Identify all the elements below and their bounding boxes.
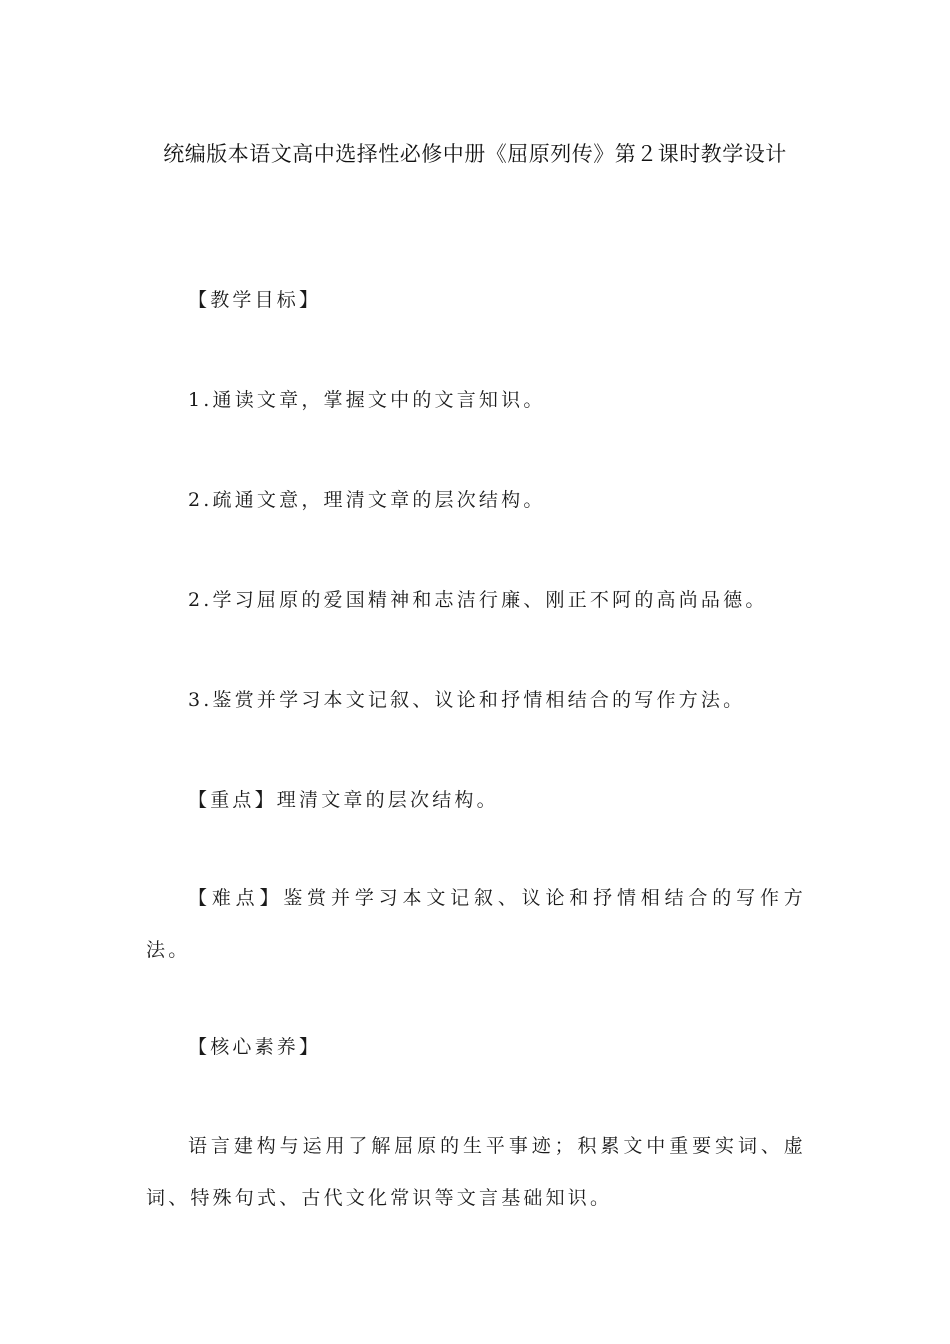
objective-item-1 [146,389,806,411]
paragraph-text: 【教学目标】 [188,289,322,311]
paragraph-text: 【重点】理清文章的层次结构。 [188,789,499,811]
heading-teaching-objectives [146,289,806,311]
paragraph-text: 2.疏通文意，理清文章的层次结构。 [188,489,546,511]
paragraph-text: 语言建构与运用了解屈原的生平事迹；积累文中重要实词、虚词、特殊句式、古代文化常识等文言基础知识。 [146,1135,806,1209]
paragraph-text: 2.学习屈原的爱国精神和志洁行廉、刚正不阿的高尚品德。 [188,589,768,611]
key-point [146,789,806,811]
objective-item-2 [146,489,806,511]
paragraph-text: 【核心素养】 [188,1036,322,1058]
objective-item-4 [146,689,806,711]
difficult-point [146,872,806,976]
paragraph-text: 【难点】鉴赏并学习本文记叙、议论和抒情相结合的写作方法。 [146,887,806,961]
paragraph-text: 3.鉴赏并学习本文记叙、议论和抒情相结合的写作方法。 [188,689,746,711]
paragraph-text: 1.通读文章，掌握文中的文言知识。 [188,389,546,411]
document-title: 统编版本语文高中选择性必修中册《屈原列传》第２课时教学设计 [163,142,787,166]
heading-core-literacy [146,1036,806,1058]
core-literacy-language [146,1120,806,1224]
objective-item-3 [146,589,806,611]
